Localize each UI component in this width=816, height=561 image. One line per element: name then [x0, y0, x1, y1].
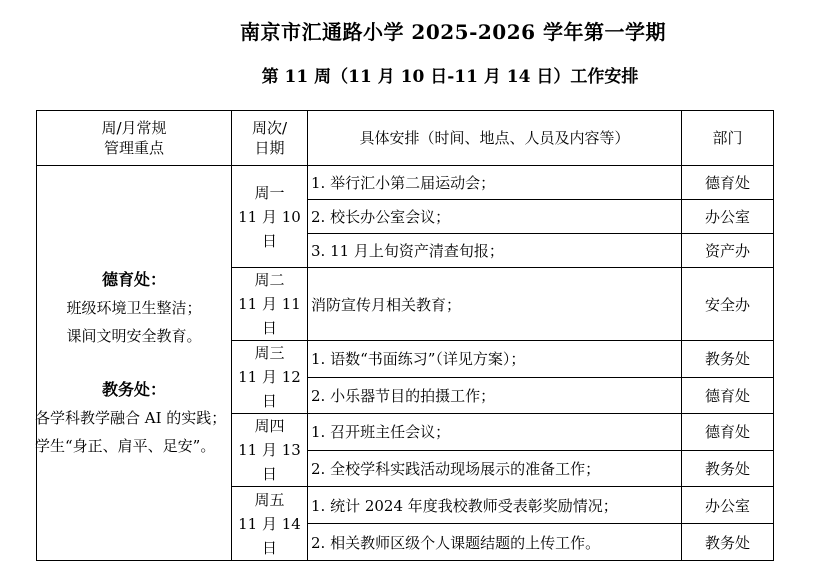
header-department: 部门	[682, 111, 774, 166]
header-arrangement: 具体安排（时间、地点、人员及内容等）	[308, 111, 682, 166]
day-label: 周一	[254, 183, 285, 202]
day-label: 周二	[254, 271, 285, 289]
day-date: 11 月 11 日	[238, 295, 301, 337]
item-text: 2. 小乐器节目的拍摄工作；	[308, 377, 682, 414]
item-dept: 德育处	[682, 377, 774, 414]
item-dept: 办公室	[682, 487, 774, 524]
item-text: 1. 举行汇小第二届运动会；	[308, 166, 682, 200]
page-subtitle: 第 11 周（11 月 10 日-11 月 14 日）工作安排	[261, 67, 639, 87]
jiaowu-line: 学生“身正、肩平、足安”。	[35, 437, 216, 455]
day-cell-tuesday	[232, 268, 308, 341]
item-dept: 教务处	[682, 524, 774, 561]
day-cell-friday	[232, 487, 308, 561]
item-text: 1. 召开班主任会议；	[308, 414, 682, 451]
page-title: 南京市汇通路小学 2025-2026 学年第一学期	[239, 20, 667, 44]
day-date: 11 月 12 日	[238, 368, 301, 410]
table-row	[37, 166, 774, 200]
day-date: 11 月 13 日	[238, 441, 301, 483]
header-routine-line1: 周/月常规	[101, 119, 167, 137]
item-text: 2. 相关教师区级个人课题结题的上传工作。	[308, 524, 682, 561]
day-date: 11 月 10 日	[238, 207, 301, 250]
header-week-date	[232, 111, 308, 166]
header-week-line1: 周次/	[251, 119, 288, 137]
header-week-line2: 日期	[254, 139, 285, 157]
item-dept: 教务处	[682, 341, 774, 378]
day-label: 周五	[254, 490, 285, 509]
item-text: 1. 语数“书面练习”（详见方案）；	[308, 341, 682, 378]
item-dept: 办公室	[682, 200, 774, 234]
item-text: 1. 统计 2024 年度我校教师受表彰奖励情况；	[308, 487, 682, 524]
header-routine-line2: 管理重点	[103, 139, 164, 157]
item-dept: 教务处	[682, 450, 774, 487]
item-text: 消防宣传月相关教育；	[308, 268, 682, 341]
deyu-line: 班级环境卫生整洁；	[66, 299, 202, 317]
deyu-title: 德育处：	[101, 270, 166, 289]
day-date: 11 月 14 日	[238, 514, 301, 557]
day-cell-thursday	[232, 414, 308, 487]
item-dept: 安全办	[682, 268, 774, 341]
item-text: 2. 全校学科实践活动现场展示的准备工作；	[308, 450, 682, 487]
item-text: 3. 11 月上旬资产清查旬报；	[308, 234, 682, 268]
day-label: 周四	[254, 417, 285, 435]
day-label: 周三	[254, 344, 285, 362]
jiaowu-title: 教务处：	[101, 380, 166, 399]
jiaowu-line: 各学科教学融合 AI 的实践；	[35, 409, 227, 427]
item-dept: 资产办	[682, 234, 774, 268]
day-cell-monday	[232, 166, 308, 268]
schedule-table	[36, 110, 774, 561]
deyu-line: 课间文明安全教育。	[66, 327, 202, 345]
item-dept: 德育处	[682, 166, 774, 200]
routine-cell	[37, 166, 232, 561]
header-routine	[37, 111, 232, 166]
table-header-row	[37, 111, 774, 166]
item-text: 2. 校长办公室会议；	[308, 200, 682, 234]
day-cell-wednesday	[232, 341, 308, 414]
item-dept: 德育处	[682, 414, 774, 451]
